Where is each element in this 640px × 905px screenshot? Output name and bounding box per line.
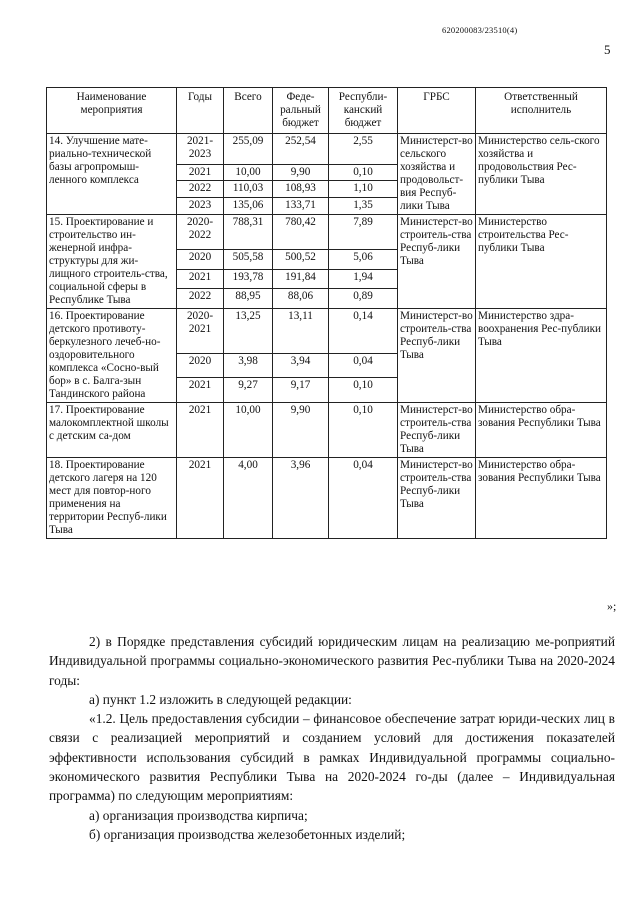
paragraph: 2) в Порядке представления субсидий юридическим лицам на реализацию ме-роприятий Индивидуальной программы социально-экономического развития Рес-публики Тыва на 2020-2024 годы: (49, 634, 615, 688)
executor-cell: Министерство сель-ского хозяйства и продовольствия Рес-публики Тыва (476, 134, 607, 215)
federal-budget-cell: 191,84 (273, 269, 329, 289)
year-cell: 2021 (177, 378, 224, 403)
year-cell: 2023 (177, 198, 224, 215)
measure-name-cell: 16. Проектирование детского противоту-беркулезного лечеб-но-оздоровительного комплекса «Сосно-вый бор» в с. Балга-зын Тандинского района (47, 309, 177, 403)
federal-budget-cell: 252,54 (273, 134, 329, 165)
grbs-cell: Министерст-во строитель-ства Респуб-лики Тыва (398, 215, 476, 309)
year-cell: 2021 (177, 164, 224, 181)
header-cell: Наименование мероприятия (47, 88, 177, 134)
year-cell: 2022 (177, 181, 224, 198)
paragraph: б) организация производства железобетонных изделий; (89, 826, 406, 842)
paragraph: а) организация производства кирпича; (89, 807, 308, 823)
body-text (49, 632, 615, 844)
total-cell: 9,27 (224, 378, 273, 403)
table-body (47, 134, 607, 539)
year-cell: 2020-2021 (177, 309, 224, 354)
total-cell: 13,25 (224, 309, 273, 354)
federal-budget-cell: 9,90 (273, 403, 329, 458)
year-cell: 2021 (177, 458, 224, 539)
year-cell: 2020-2022 (177, 215, 224, 250)
table-row (47, 309, 607, 354)
header-cell: Республи-канский бюджет (329, 88, 398, 134)
federal-budget-cell: 108,93 (273, 181, 329, 198)
republic-budget-cell: 0,04 (329, 353, 398, 378)
measures-table (46, 87, 607, 539)
republic-budget-cell: 0,89 (329, 289, 398, 309)
table-row (47, 403, 607, 458)
republic-budget-cell: 1,35 (329, 198, 398, 215)
paragraph: «1.2. Цель предоставления субсидии – финансовое обеспечение затрат юриди-ческих лиц в связи с реализацией мероприятий и созданием условий для достижения показателей эффективности использования субсидий в рамках Индивидуальной программы социально-экономического развития Республики Тыва на 2020-2024 го-ды (далее – Индивидуальная программа) по следующим мероприятиям: (49, 711, 615, 804)
header-cell: ГРБС (398, 88, 476, 134)
executor-cell: Министерство строительства Рес-публики Тыва (476, 215, 607, 309)
federal-budget-cell: 133,71 (273, 198, 329, 215)
republic-budget-cell: 5,06 (329, 250, 398, 270)
total-cell: 3,98 (224, 353, 273, 378)
document-code: 620200083/23510(4) (442, 25, 518, 35)
total-cell: 110,03 (224, 181, 273, 198)
federal-budget-cell: 780,42 (273, 215, 329, 250)
header-cell: Феде-ральный бюджет (273, 88, 329, 134)
executor-cell: Министерство обра-зования Республики Тыва (476, 403, 607, 458)
total-cell: 193,78 (224, 269, 273, 289)
republic-budget-cell: 0,04 (329, 458, 398, 539)
measure-name-cell: 17. Проектирование малокомплектной школы с детским са-дом (47, 403, 177, 458)
federal-budget-cell: 13,11 (273, 309, 329, 354)
federal-budget-cell: 500,52 (273, 250, 329, 270)
total-cell: 788,31 (224, 215, 273, 250)
republic-budget-cell: 0,10 (329, 164, 398, 181)
republic-budget-cell: 7,89 (329, 215, 398, 250)
closing-quote-mark: »; (607, 599, 617, 613)
year-cell: 2022 (177, 289, 224, 309)
total-cell: 88,95 (224, 289, 273, 309)
republic-budget-cell: 0,14 (329, 309, 398, 354)
executor-cell: Министерство обра-зования Республики Тыва (476, 458, 607, 539)
republic-budget-cell: 0,10 (329, 403, 398, 458)
total-cell: 135,06 (224, 198, 273, 215)
total-cell: 10,00 (224, 164, 273, 181)
table-header-row (47, 88, 607, 134)
executor-cell: Министерство здра-воохранения Рес-публики Тыва (476, 309, 607, 403)
paragraph: а) пункт 1.2 изложить в следующей редакции: (89, 691, 352, 707)
federal-budget-cell: 3,96 (273, 458, 329, 539)
measure-name-cell: 15. Проектирование и строительство ин-женерной инфра-структуры для жи-лищного строитель-ства, социальной сферы в Республике Тыва (47, 215, 177, 309)
federal-budget-cell: 88,06 (273, 289, 329, 309)
year-cell: 2021 (177, 403, 224, 458)
grbs-cell: Министерст-во строитель-ства Респуб-лики Тыва (398, 403, 476, 458)
grbs-cell: Министерст-во сельского хозяйства и продовольст-вия Респуб-лики Тыва (398, 134, 476, 215)
header-cell: Всего (224, 88, 273, 134)
federal-budget-cell: 3,94 (273, 353, 329, 378)
header-cell: Ответственный исполнитель (476, 88, 607, 134)
total-cell: 255,09 (224, 134, 273, 165)
grbs-cell: Министерст-во строитель-ства Респуб-лики Тыва (398, 309, 476, 403)
grbs-cell: Министерст-во строитель-ства Респуб-лики Тыва (398, 458, 476, 539)
year-cell: 2020 (177, 250, 224, 270)
table-row (47, 215, 607, 250)
page-number: 5 (604, 42, 611, 57)
total-cell: 505,58 (224, 250, 273, 270)
year-cell: 2021-2023 (177, 134, 224, 165)
federal-budget-cell: 9,90 (273, 164, 329, 181)
measure-name-cell: 14. Улучшение мате-риально-технической базы агропромыш-ленного комплекса (47, 134, 177, 215)
total-cell: 10,00 (224, 403, 273, 458)
total-cell: 4,00 (224, 458, 273, 539)
measure-name-cell: 18. Проектирование детского лагеря на 120 мест для повтор-ного применения на территории Респуб-лики Тыва (47, 458, 177, 539)
year-cell: 2021 (177, 269, 224, 289)
republic-budget-cell: 2,55 (329, 134, 398, 165)
republic-budget-cell: 1,94 (329, 269, 398, 289)
federal-budget-cell: 9,17 (273, 378, 329, 403)
header-cell: Годы (177, 88, 224, 134)
republic-budget-cell: 1,10 (329, 181, 398, 198)
year-cell: 2020 (177, 353, 224, 378)
table-row (47, 134, 607, 165)
republic-budget-cell: 0,10 (329, 378, 398, 403)
table-row (47, 458, 607, 539)
